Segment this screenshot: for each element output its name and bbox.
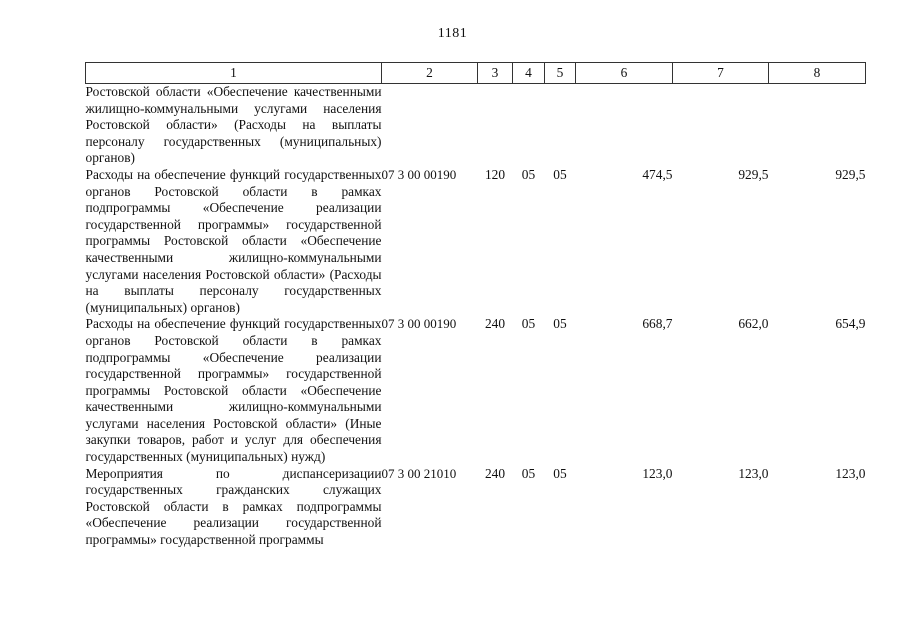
row-year2: 929,5 — [738, 166, 769, 182]
row-name: Расходы на обеспечение функций государственных органов Ростовской области в рамках подпрограммы «Обеспечение реализации государственной программы» государственной программы Ростовской области «Обеспечение качественными жилищно-коммунальными услугами населения Ростовской области» (Иные закупки товаров, работ и услуг для обеспечения государственных (муниципальных) нужд) — [85, 316, 382, 465]
budget-table — [85, 62, 866, 549]
row-year1 — [576, 84, 673, 167]
row-name: Расходы на обеспечение функций государственных органов Ростовской области в рамках подпрограммы «Обеспечение реализации государственной программы» государственной программы Ростовской области «Обеспечение качественными жилищно-коммунальными услугами населения Ростовской области» (Расходы на выплаты персоналу государственных (муниципальных) органов) — [85, 166, 382, 315]
row-vr: 120 — [484, 166, 506, 182]
row-vr — [478, 84, 513, 167]
row-year3: 929,5 — [835, 166, 866, 182]
row-code: 07 3 00 00190 — [381, 166, 457, 182]
row-year3: 654,9 — [835, 316, 866, 332]
table-row — [86, 167, 866, 316]
row-year2: 123,0 — [738, 465, 769, 481]
table-row — [86, 466, 866, 549]
page-number: 1181 — [437, 26, 468, 41]
table-row — [86, 316, 866, 465]
row-name: Ростовской области «Обеспечение качественными жилищно-коммунальными услугами населения Ростовской области» (Расходы на выплаты персоналу государственных (муниципальных) органов) — [85, 84, 382, 166]
column-header-2: 2 — [382, 63, 478, 84]
row-vr: 240 — [484, 316, 506, 332]
row-pr — [545, 84, 576, 167]
column-header-3: 3 — [478, 63, 513, 84]
table-row — [86, 84, 866, 167]
row-year1: 474,5 — [642, 166, 673, 182]
row-pr: 05 — [553, 166, 567, 182]
column-header-5: 5 — [545, 63, 576, 84]
column-header-7: 7 — [673, 63, 769, 84]
row-name: Мероприятия по диспансеризации государственных гражданских служащих Ростовской области в рамках подпрограммы «Обеспечение реализации государственной программы» государственной программы — [85, 465, 382, 548]
row-pr: 05 — [553, 316, 567, 332]
row-code — [382, 84, 478, 167]
row-year2 — [673, 84, 769, 167]
row-code: 07 3 00 00190 — [381, 316, 457, 332]
row-code: 07 3 00 21010 — [381, 465, 457, 481]
row-rz: 05 — [521, 465, 536, 481]
row-rz: 05 — [521, 166, 536, 182]
table-header-row — [86, 63, 866, 84]
row-year3 — [769, 84, 866, 167]
row-pr: 05 — [553, 465, 567, 481]
row-year3: 123,0 — [835, 465, 866, 481]
row-year1: 668,7 — [642, 316, 673, 332]
column-header-6: 6 — [576, 63, 673, 84]
column-header-4: 4 — [513, 63, 545, 84]
column-header-8: 8 — [769, 63, 866, 84]
column-header-1: 1 — [86, 63, 382, 84]
row-rz — [513, 84, 545, 167]
row-year1: 123,0 — [642, 465, 673, 481]
row-vr: 240 — [484, 465, 506, 481]
row-rz: 05 — [521, 316, 536, 332]
row-year2: 662,0 — [738, 316, 769, 332]
